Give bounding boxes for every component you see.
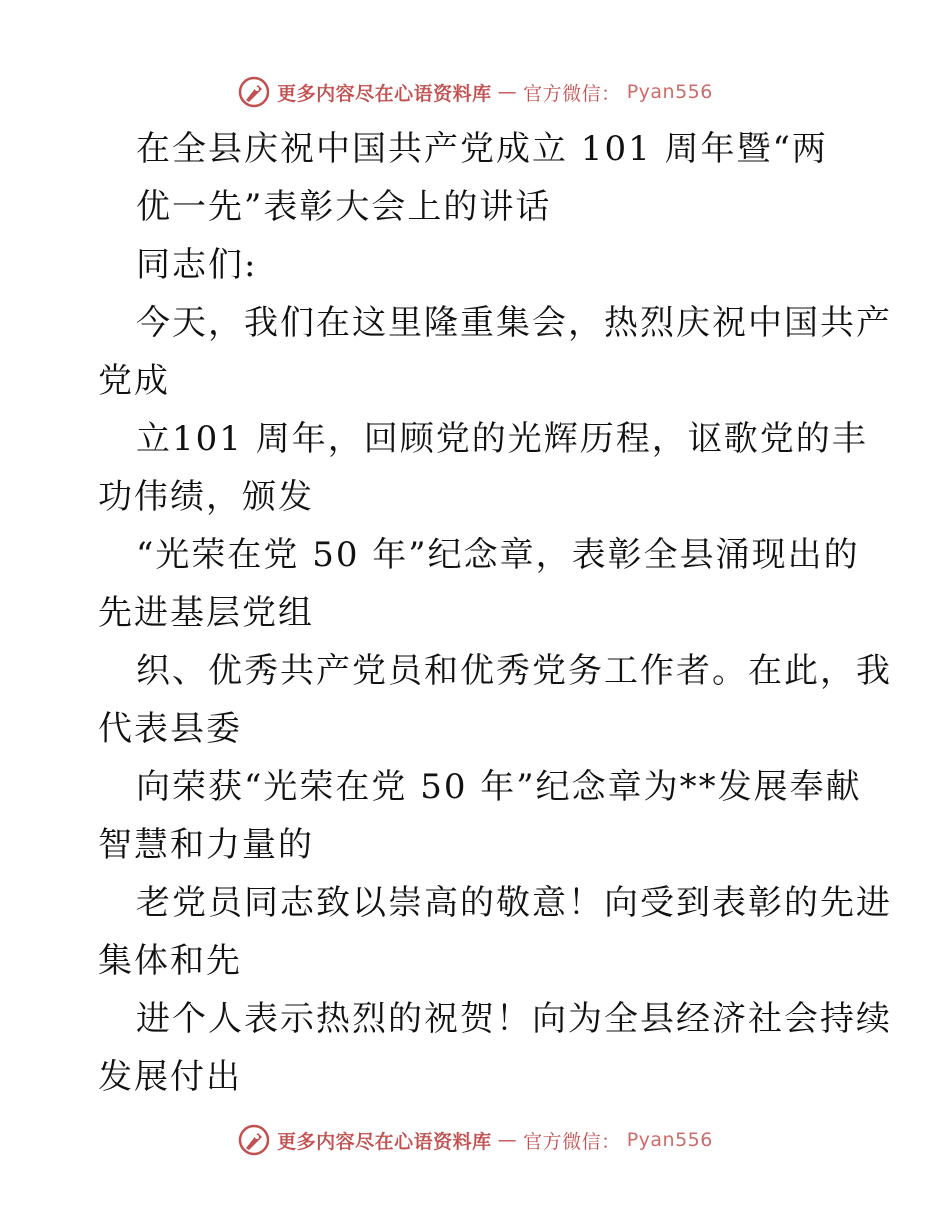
paragraph-line: 智慧和力量的 xyxy=(98,825,314,865)
watermark-separator: — xyxy=(497,81,518,103)
watermark-official-text: 官方微信： xyxy=(523,1130,621,1153)
watermark-id: Pyan556 xyxy=(626,1129,713,1151)
paragraph-line: 向荣获“光荣在党 50 年”纪念章为**发展奉献 xyxy=(136,767,862,807)
pen-nib-logo-icon xyxy=(237,1123,271,1157)
title-line-1: 在全县庆祝中国共产党成立 101 周年暨“两 xyxy=(136,129,828,169)
paragraph-line: “光荣在党 50 年”纪念章，表彰全县涌现出的 xyxy=(136,535,860,575)
paragraph-line: 功伟绩，颁发 xyxy=(98,477,314,517)
header-watermark xyxy=(0,72,950,112)
watermark-main-text: 更多内容尽在心语资料库 xyxy=(277,1130,492,1153)
watermark-separator: — xyxy=(497,1129,518,1151)
paragraph-line: 立101 周年，回顾党的光辉历程，讴歌党的丰 xyxy=(136,419,868,459)
paragraph-line: 进个人表示热烈的祝贺！向为全县经济社会持续 xyxy=(136,999,892,1039)
paragraph-line: 织、优秀共产党员和优秀党务工作者。在此，我 xyxy=(136,651,892,691)
paragraph-line: 集体和先 xyxy=(98,941,242,981)
paragraph-line: 今天，我们在这里隆重集会，热烈庆祝中国共产 xyxy=(136,303,892,343)
footer-watermark xyxy=(0,1120,950,1160)
watermark-main-text: 更多内容尽在心语资料库 xyxy=(277,82,492,105)
salutation: 同志们: xyxy=(136,245,258,285)
paragraph-line: 发展付出 xyxy=(98,1057,242,1097)
paragraph-line: 党成 xyxy=(98,361,170,401)
watermark-id: Pyan556 xyxy=(626,81,713,103)
watermark-official-text: 官方微信： xyxy=(523,82,621,105)
paragraph-line: 老党员同志致以崇高的敬意！向受到表彰的先进 xyxy=(136,883,892,923)
document-body xyxy=(98,120,892,1106)
paragraph-line: 代表县委 xyxy=(98,709,242,749)
pen-nib-logo-icon xyxy=(237,75,271,109)
title-line-2: 优一先”表彰大会上的讲话 xyxy=(136,187,552,227)
paragraph-line: 先进基层党组 xyxy=(98,593,314,633)
